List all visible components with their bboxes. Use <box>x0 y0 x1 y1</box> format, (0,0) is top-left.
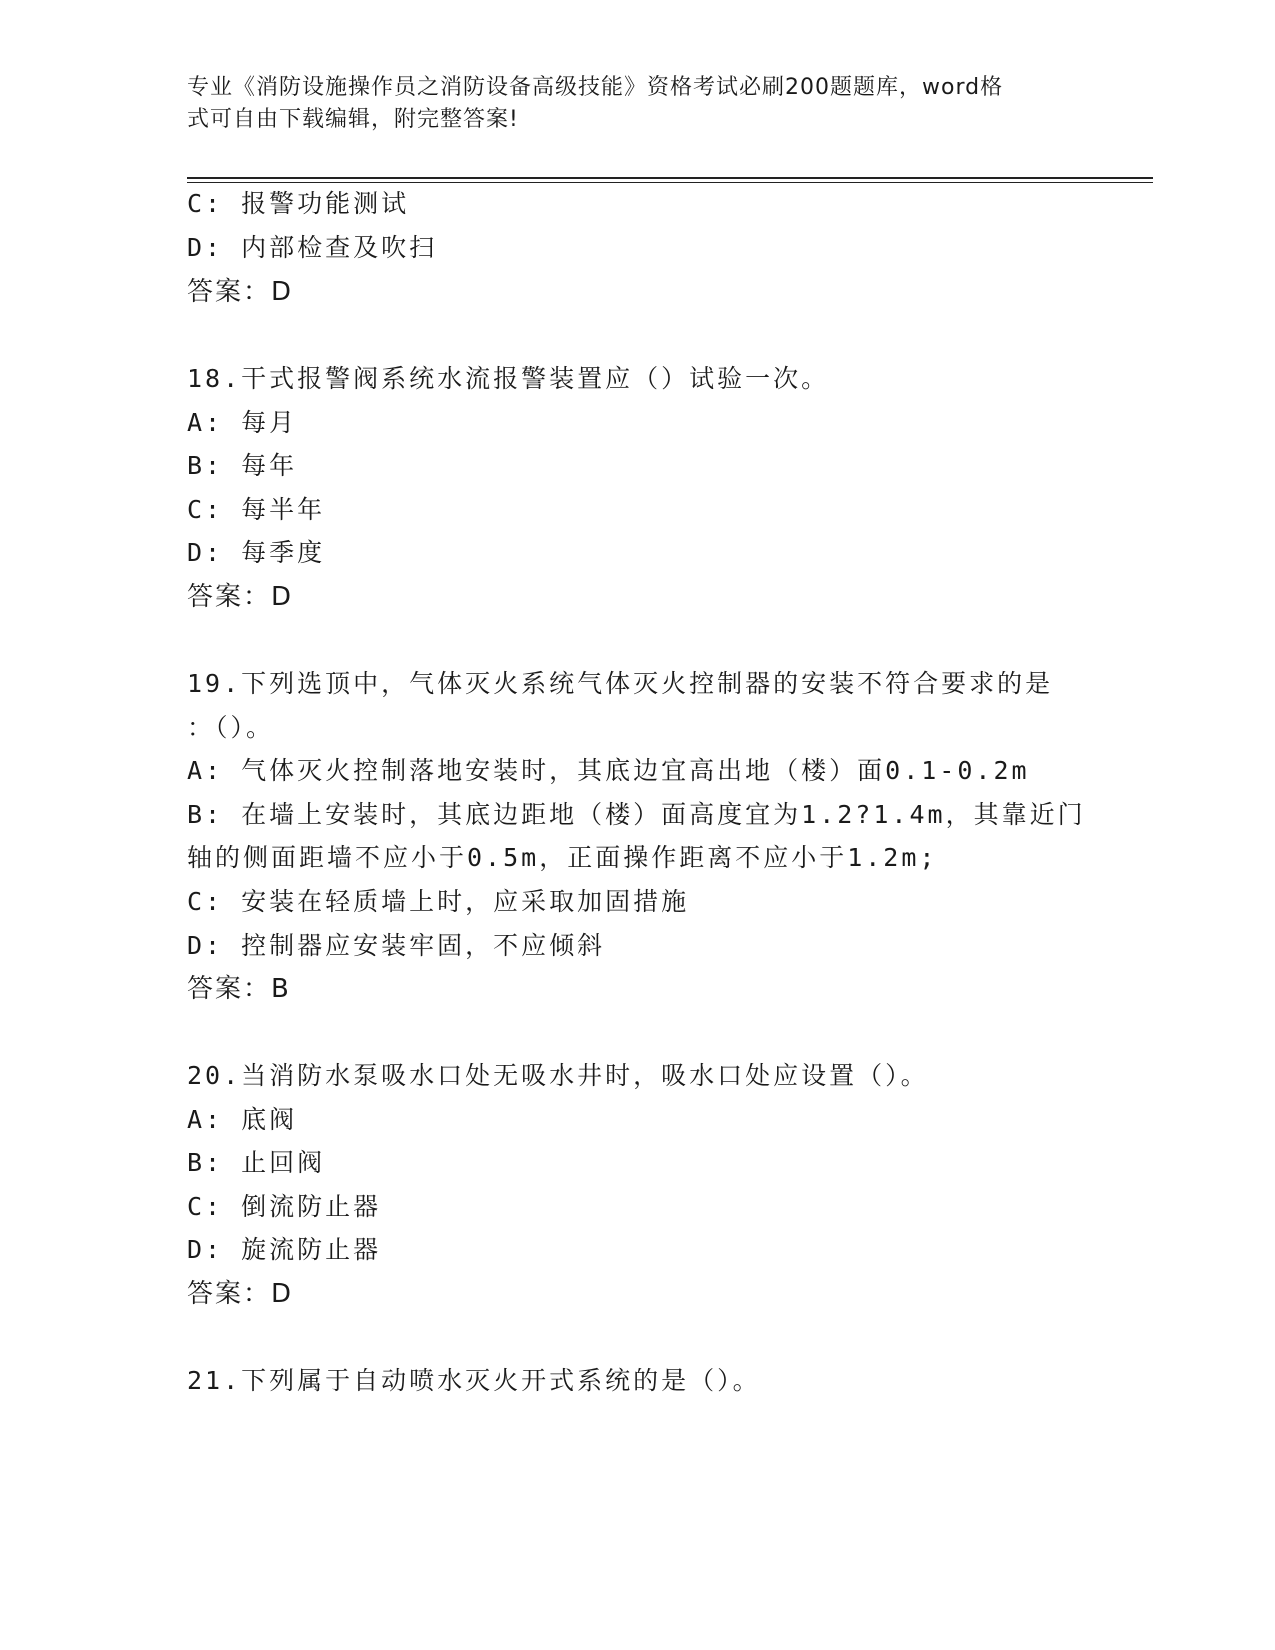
header-line-2: 式可自由下载编辑，附完整答案! <box>187 107 519 132</box>
q18-option-d: D: 每季度 <box>187 538 326 567</box>
q20-stem: 20.当消防水泵吸水口处无吸水井时，吸水口处应设置（）。 <box>187 1061 929 1090</box>
q20-option-a: A: 底阀 <box>187 1105 298 1134</box>
q21-stem: 21.下列属于自动喷水灭火开式系统的是（）。 <box>187 1366 761 1395</box>
q18-option-b: B: 每年 <box>187 451 298 480</box>
q20-answer: 答案：D <box>187 1279 294 1309</box>
q18-stem: 18.干式报警阀系统水流报警装置应（）试验一次。 <box>187 364 830 393</box>
q19-option-d: D: 控制器应安装牢固，不应倾斜 <box>187 931 606 960</box>
document-header <box>187 72 1067 136</box>
prev-option-d: D: 内部检查及吹扫 <box>187 233 438 262</box>
header-rule-thick <box>187 177 1153 179</box>
q20-option-d: D: 旋流防止器 <box>187 1235 382 1264</box>
q20-option-b: B: 止回阀 <box>187 1148 326 1177</box>
q20-option-c: C: 倒流防止器 <box>187 1192 382 1221</box>
q19-option-c: C: 安装在轻质墙上时，应采取加固措施 <box>187 887 690 916</box>
q18-option-a: A: 每月 <box>187 408 298 437</box>
prev-answer: 答案：D <box>187 277 294 307</box>
header-rule-thin <box>187 182 1153 183</box>
header-line-1: 专业《消防设施操作员之消防设备高级技能》资格考试必刷200题题库，word格 <box>187 75 1004 100</box>
q19-option-b-line-1: B: 在墙上安装时，其底边距地（楼）面高度宜为1.2?1.4m，其靠近门 <box>187 800 1086 829</box>
q18-answer: 答案：D <box>187 582 294 612</box>
q19-stem-line-1: 19.下列选顶中，气体灭火系统气体灭火控制器的安装不符合要求的是 <box>187 669 1054 698</box>
q19-option-a: A: 气体灭火控制落地安装时，其底边宜高出地（楼）面0.1-0.2m <box>187 756 1030 785</box>
q18-option-c: C: 每半年 <box>187 495 326 524</box>
prev-option-c: C: 报警功能测试 <box>187 189 410 218</box>
q19-answer: 答案：B <box>187 974 291 1004</box>
q19-option-b-line-2: 轴的侧面距墙不应小于0.5m，正面操作距离不应小于1.2m; <box>187 843 938 872</box>
q19-stem-line-2: ：（）。 <box>187 713 275 742</box>
